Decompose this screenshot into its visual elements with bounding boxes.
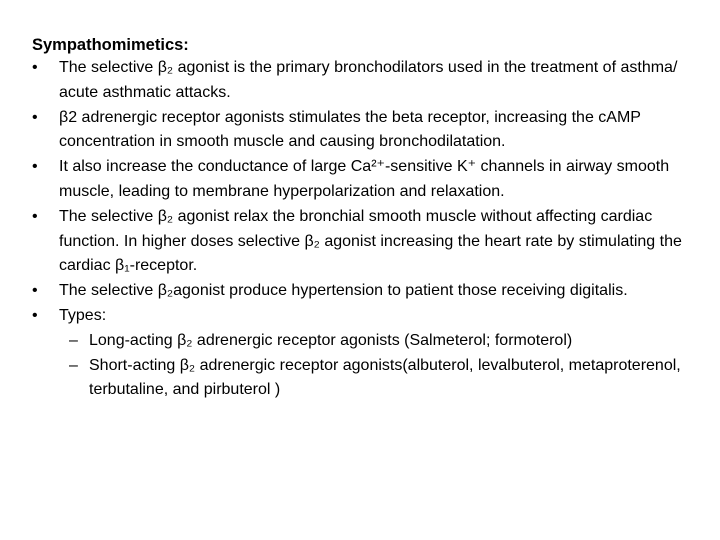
bullet-icon: • bbox=[32, 306, 38, 324]
bullet-text: β2 adrenergic receptor agonists stimulates the beta receptor, increasing the cAMP concentration in smooth muscle and causing bronchodilatation. bbox=[59, 108, 641, 151]
sub-item-text: Short-acting β₂ adrenergic receptor agonists(albuterol, levalbuterol, metaproterenol, terbutaline, and pirbuterol ) bbox=[89, 356, 681, 399]
bullet-text: The selective β₂ agonist relax the bronchial smooth muscle without affecting cardiac function. In higher doses selective β₂ agonist increasing the heart rate by stimulating the cardiac β₁-receptor. bbox=[59, 207, 682, 275]
sub-item-long-acting bbox=[59, 329, 712, 354]
dash-icon: – bbox=[69, 356, 78, 374]
slide-title: Sympathomimetics: bbox=[32, 36, 189, 54]
bullet-icon: • bbox=[32, 108, 38, 126]
bullet-item bbox=[32, 279, 712, 304]
bullet-item bbox=[32, 205, 712, 279]
bullet-text: Types: bbox=[59, 306, 107, 324]
bullet-icon: • bbox=[32, 282, 38, 300]
types-sublist bbox=[59, 329, 712, 403]
bullet-item bbox=[32, 56, 712, 106]
bullet-icon: • bbox=[32, 158, 38, 176]
bullet-icon: • bbox=[32, 207, 38, 225]
sub-item-short-acting bbox=[59, 354, 712, 404]
dash-icon: – bbox=[69, 331, 78, 349]
bullet-item bbox=[32, 106, 712, 156]
bullet-text: It also increase the conductance of large Ca²⁺-sensitive K⁺ channels in airway smooth muscle, leading to membrane hyperpolarization and relaxation. bbox=[59, 158, 670, 200]
bullet-item-types bbox=[32, 304, 712, 403]
sub-item-text: Long-acting β₂ adrenergic receptor agonists (Salmeterol; formoterol) bbox=[89, 331, 573, 349]
bullet-text: The selective β₂ agonist is the primary bronchodilators used in the treatment of asthma/ acute asthmatic attacks. bbox=[59, 59, 678, 101]
bullet-list bbox=[32, 56, 712, 403]
bullet-item bbox=[32, 155, 712, 205]
bullet-icon: • bbox=[32, 59, 38, 76]
bullet-text: The selective β₂agonist produce hypertension to patient those receiving digitalis. bbox=[59, 282, 628, 300]
